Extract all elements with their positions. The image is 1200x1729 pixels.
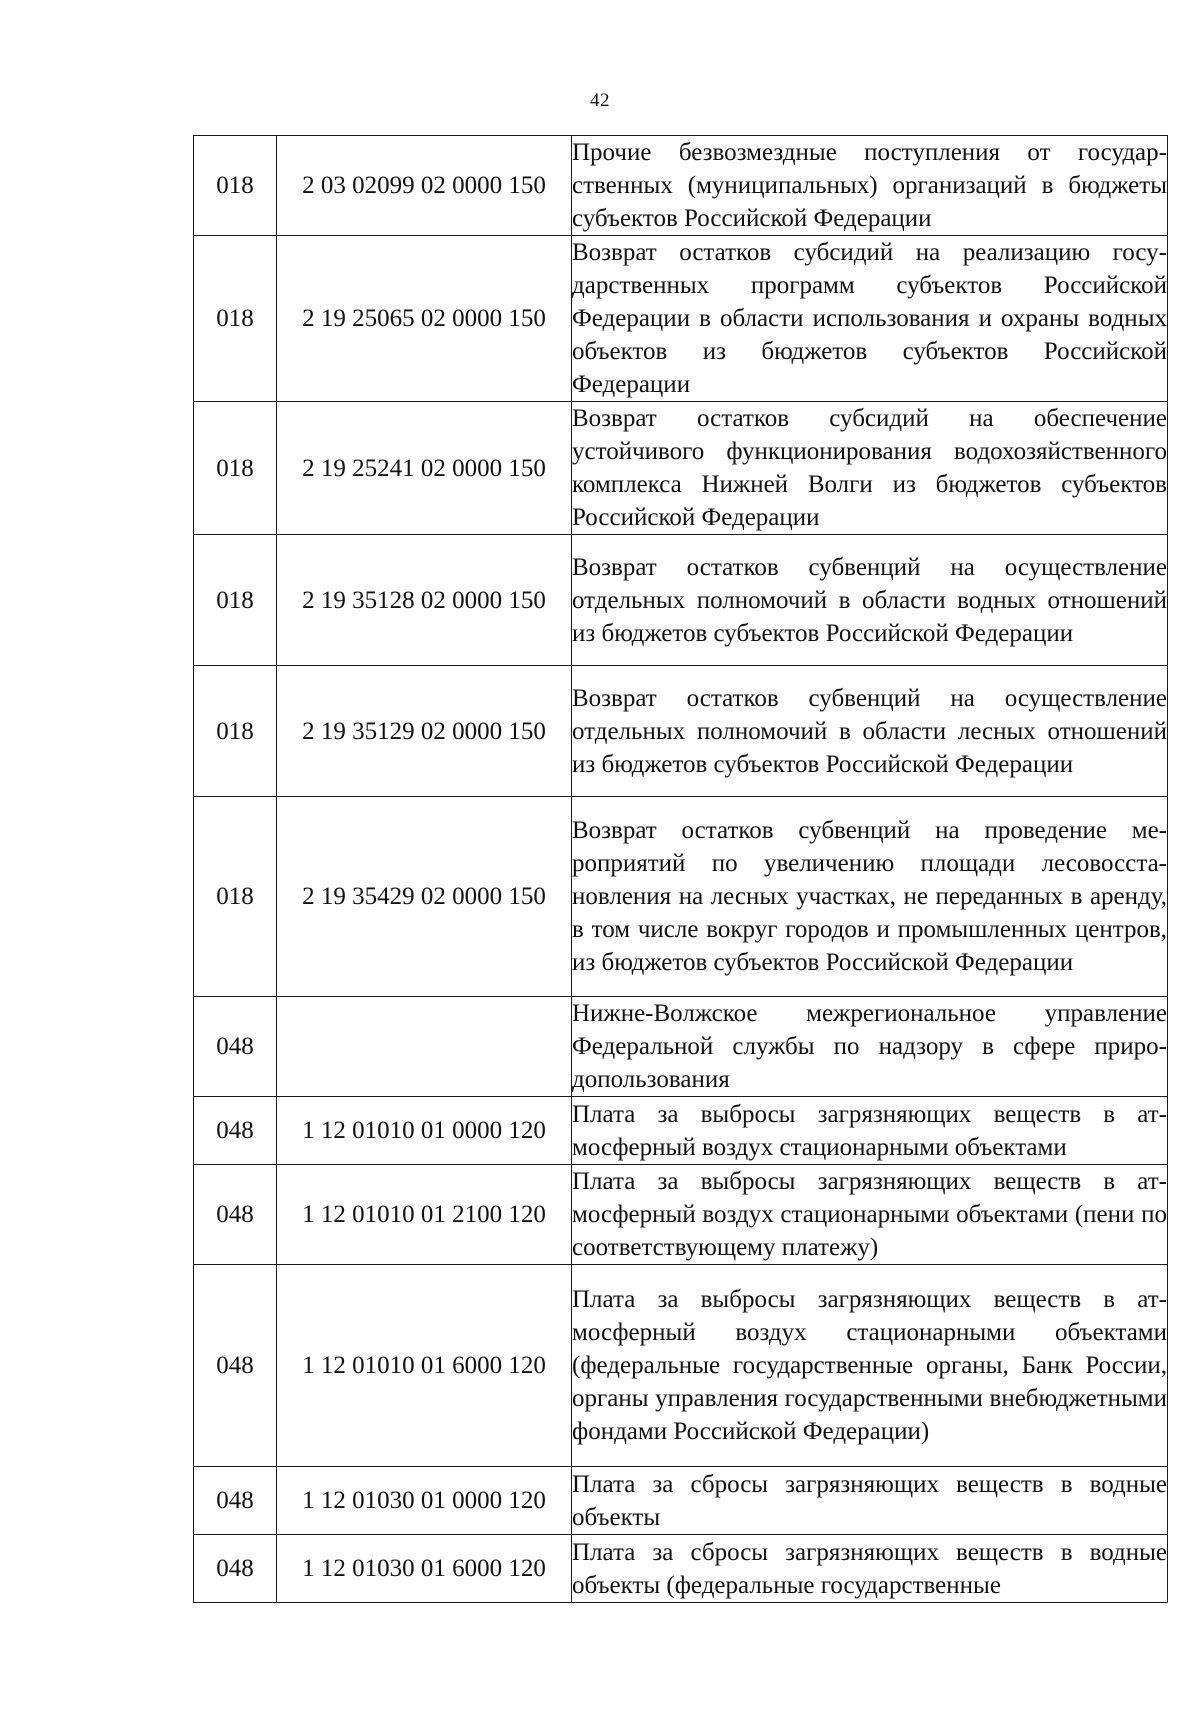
budget-code-cell: 2 19 25241 02 0000 150 xyxy=(277,402,572,535)
admin-code-cell: 018 xyxy=(194,535,277,666)
table-row xyxy=(194,1535,1168,1603)
admin-code-cell: 018 xyxy=(194,666,277,797)
table-row xyxy=(194,236,1168,402)
admin-code-cell: 018 xyxy=(194,797,277,997)
budget-code-cell: 2 03 02099 02 0000 150 xyxy=(277,136,572,236)
admin-code-cell: 048 xyxy=(194,1535,277,1603)
revenue-name-cell: Возврат остатков субсидий на реализацию государственных программ субъектов Российской Федерации в области использования и охраны водных объектов из бюджетов субъектов Российской Федерации xyxy=(572,236,1168,402)
revenue-name-cell: Возврат остатков субвенций на проведение мероприятий по увеличению площади лесовосстановления на лесных участках, не переданных в аренду, в том числе вокруг городов и промышленных центров, из бюджетов субъектов Российской Федерации xyxy=(572,797,1168,997)
admin-code-cell: 048 xyxy=(194,1467,277,1535)
revenue-name-cell: Плата за сбросы загрязняющих веществ в водные объекты xyxy=(572,1467,1168,1535)
budget-code-cell: 1 12 01010 01 2100 120 xyxy=(277,1165,572,1265)
revenue-name-cell: Нижне-Волжское межрегиональное управление Федеральной службы по надзору в сфере природопользования xyxy=(572,997,1168,1097)
admin-code-cell: 048 xyxy=(194,1097,277,1165)
budget-code-cell: 1 12 01010 01 6000 120 xyxy=(277,1265,572,1467)
admin-code-cell: 018 xyxy=(194,402,277,535)
revenue-name-cell: Возврат остатков субвенций на осуществление отдельных полномочий в области лесных отношений из бюджетов субъектов Российской Федерации xyxy=(572,666,1168,797)
page-number: 42 xyxy=(590,90,610,111)
budget-code-cell: 2 19 35129 02 0000 150 xyxy=(277,666,572,797)
budget-code-cell xyxy=(277,997,572,1097)
table-row xyxy=(194,666,1168,797)
admin-code-cell: 048 xyxy=(194,1265,277,1467)
table-row xyxy=(194,997,1168,1097)
admin-code-cell: 048 xyxy=(194,1165,277,1265)
revenue-name-cell: Плата за выбросы загрязняющих веществ в атмосферный воздух стационарными объектами xyxy=(572,1097,1168,1165)
table-row xyxy=(194,797,1168,997)
admin-code-cell: 048 xyxy=(194,997,277,1097)
revenue-name-cell: Прочие безвозмездные поступления от государственных (муниципальных) организаций в бюджеты субъектов Российской Федерации xyxy=(572,136,1168,236)
budget-code-cell: 2 19 35128 02 0000 150 xyxy=(277,535,572,666)
revenue-name-cell: Плата за выбросы загрязняющих веществ в атмосферный воздух стационарными объектами (пени по соответствующему платежу) xyxy=(572,1165,1168,1265)
revenue-name-cell: Возврат остатков субсидий на обеспечение устойчивого функционирования водохозяйственного комплекса Нижней Волги из бюджетов субъектов Российской Федерации xyxy=(572,402,1168,535)
table-row xyxy=(194,1097,1168,1165)
budget-code-cell: 1 12 01010 01 0000 120 xyxy=(277,1097,572,1165)
budget-code-cell: 2 19 25065 02 0000 150 xyxy=(277,236,572,402)
table-row xyxy=(194,1467,1168,1535)
admin-code-cell: 018 xyxy=(194,236,277,402)
table-row xyxy=(194,535,1168,666)
budget-code-cell: 2 19 35429 02 0000 150 xyxy=(277,797,572,997)
admin-code-cell: 018 xyxy=(194,136,277,236)
budget-code-cell: 1 12 01030 01 6000 120 xyxy=(277,1535,572,1603)
revenue-name-cell: Возврат остатков субвенций на осуществление отдельных полномочий в области водных отношений из бюджетов субъектов Российской Федерации xyxy=(572,535,1168,666)
budget-code-cell: 1 12 01030 01 0000 120 xyxy=(277,1467,572,1535)
revenue-codes-table xyxy=(193,135,1168,1603)
table-row xyxy=(194,1265,1168,1467)
revenue-name-cell: Плата за сбросы загрязняющих веществ в водные объекты (федеральные государственные xyxy=(572,1535,1168,1603)
revenue-name-cell: Плата за выбросы загрязняющих веществ в атмосферный воздух стационарными объектами (федеральные государственные органы, Банк России, органы управления государственными внебюджетными фондами Российской Федерации) xyxy=(572,1265,1168,1467)
table-row xyxy=(194,136,1168,236)
table-row xyxy=(194,1165,1168,1265)
table-row xyxy=(194,402,1168,535)
